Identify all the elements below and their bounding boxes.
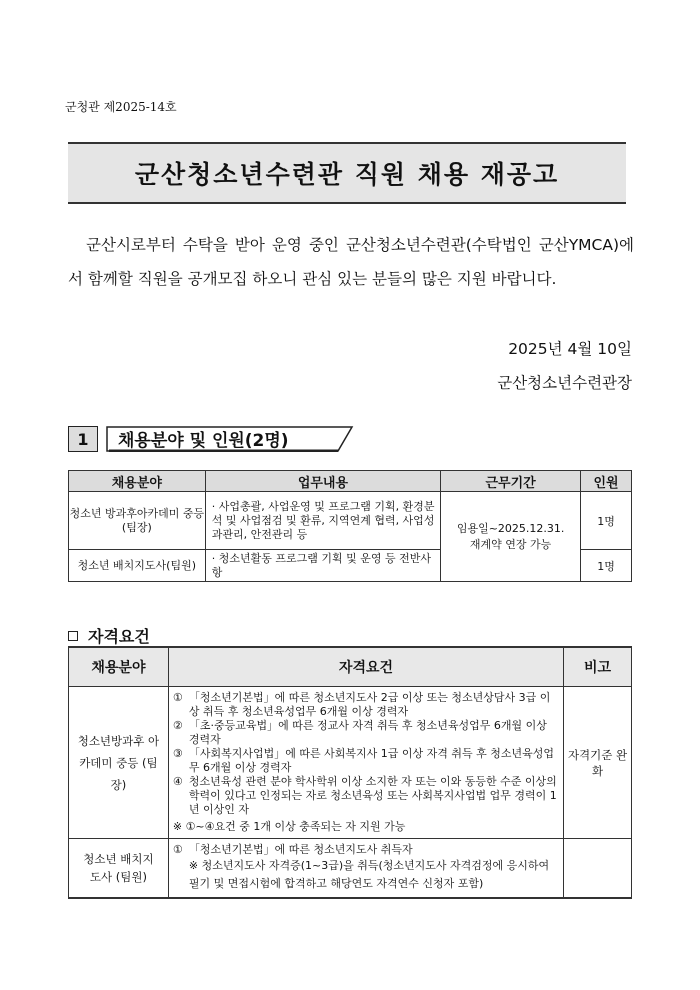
header-remark: 비고	[564, 647, 632, 687]
notice-date: 2025년 4월 10일	[508, 340, 632, 358]
remark-cell: 자격기준 완화	[564, 687, 632, 839]
header-field: 채용분야	[69, 471, 206, 492]
header-field: 채용분야	[69, 647, 169, 687]
header-duties: 업무내용	[205, 471, 440, 492]
requirement-item: ② 「초·중등교육법」에 따른 정교사 자격 취득 후 청소년육성업무 6개월 이상 경력자	[172, 719, 547, 746]
title-box	[68, 142, 626, 204]
square-bullet-icon	[68, 631, 78, 641]
field-cell: 청소년 배치지도사 (팀원)	[69, 839, 169, 899]
requirement-note: ※ 청소년지도사 자격증(1~3급)을 취득(청소년지도사 자격검정에 응시하여 필기 및 면접시험에 합격하고 해당연도 자격연수 신청자 포함)	[188, 859, 550, 890]
table-header-row	[69, 647, 632, 687]
header-period: 근무기간	[441, 471, 581, 492]
section-1-title: 채용분야 및 인원(2명)	[118, 430, 289, 451]
table-header-row	[69, 471, 632, 492]
requirement-item: ① 「청소년기본법」에 따른 청소년지도사 2급 이상 또는 청소년상담사 3급 이상 취득 후 청소년육성업무 6개월 이상 경력자	[172, 691, 551, 718]
duties-cell: · 사업총괄, 사업운영 및 프로그램 기획, 환경분석 및 사업점검 및 환류, 지역연계 협력, 사업성과관리, 안전관리 등	[205, 492, 440, 550]
section-2-title: 자격요건	[88, 627, 150, 646]
field-cell: 청소년방과후 아카데미 중등 (팀장)	[69, 687, 169, 839]
requirement-item: ④ 청소년육성 관련 분야 학사학위 이상 소지한 자 또는 이와 동등한 수준 이상의 학력이 있다고 인정되는 자로 청소년육성 또는 사회복지사업법 업무 경력이 1년 이상인 자	[172, 775, 557, 816]
issuer-name: 군산청소년수련관장	[497, 374, 632, 392]
requirement-item: ③ 「사회복지사업법」에 따른 사회복지사 1급 이상 자격 취득 후 청소년육성업무 6개월 이상 경력자	[172, 747, 554, 774]
recruitment-table	[68, 470, 632, 582]
document-number: 군청관 제2025-14호	[65, 100, 177, 114]
count-cell: 1명	[581, 550, 632, 582]
intro-paragraph	[68, 228, 634, 296]
header-requirements: 자격요건	[168, 647, 563, 687]
qualification-table	[68, 646, 632, 899]
table-row	[69, 687, 632, 839]
duties-cell: · 청소년활동 프로그램 기획 및 운영 등 전반사항	[205, 550, 440, 582]
period-cell: 임용일~2025.12.31. 재계약 연장 가능	[441, 492, 581, 582]
header-count: 인원	[581, 471, 632, 492]
requirement-note: ※ ①~④요건 중 1개 이상 충족되는 자 지원 가능	[172, 820, 406, 833]
table-row	[69, 839, 632, 899]
requirements-cell	[168, 839, 563, 899]
section-number: 1	[68, 426, 98, 452]
page-title: 군산청소년수련관 직원 채용 재공고	[134, 160, 560, 189]
section-1-heading	[106, 426, 289, 450]
field-cell: 청소년 배치지도사(팀원)	[69, 550, 206, 582]
requirement-item: ① 「청소년기본법」에 따른 청소년지도사 취득자	[172, 843, 413, 856]
remark-cell	[564, 839, 632, 899]
count-cell: 1명	[581, 492, 632, 550]
requirements-cell	[168, 687, 563, 839]
field-cell: 청소년 방과후아카데미 중등(팀장)	[69, 492, 206, 550]
section-2-heading	[68, 624, 150, 647]
table-row	[69, 492, 632, 550]
intro-text: 군산시로부터 수탁을 받아 운영 중인 군산청소년수련관(수탁법인 군산YMCA)에서 함께할 직원을 공개모집 하오니 관심 있는 분들의 많은 지원 바랍니다.	[68, 236, 634, 288]
